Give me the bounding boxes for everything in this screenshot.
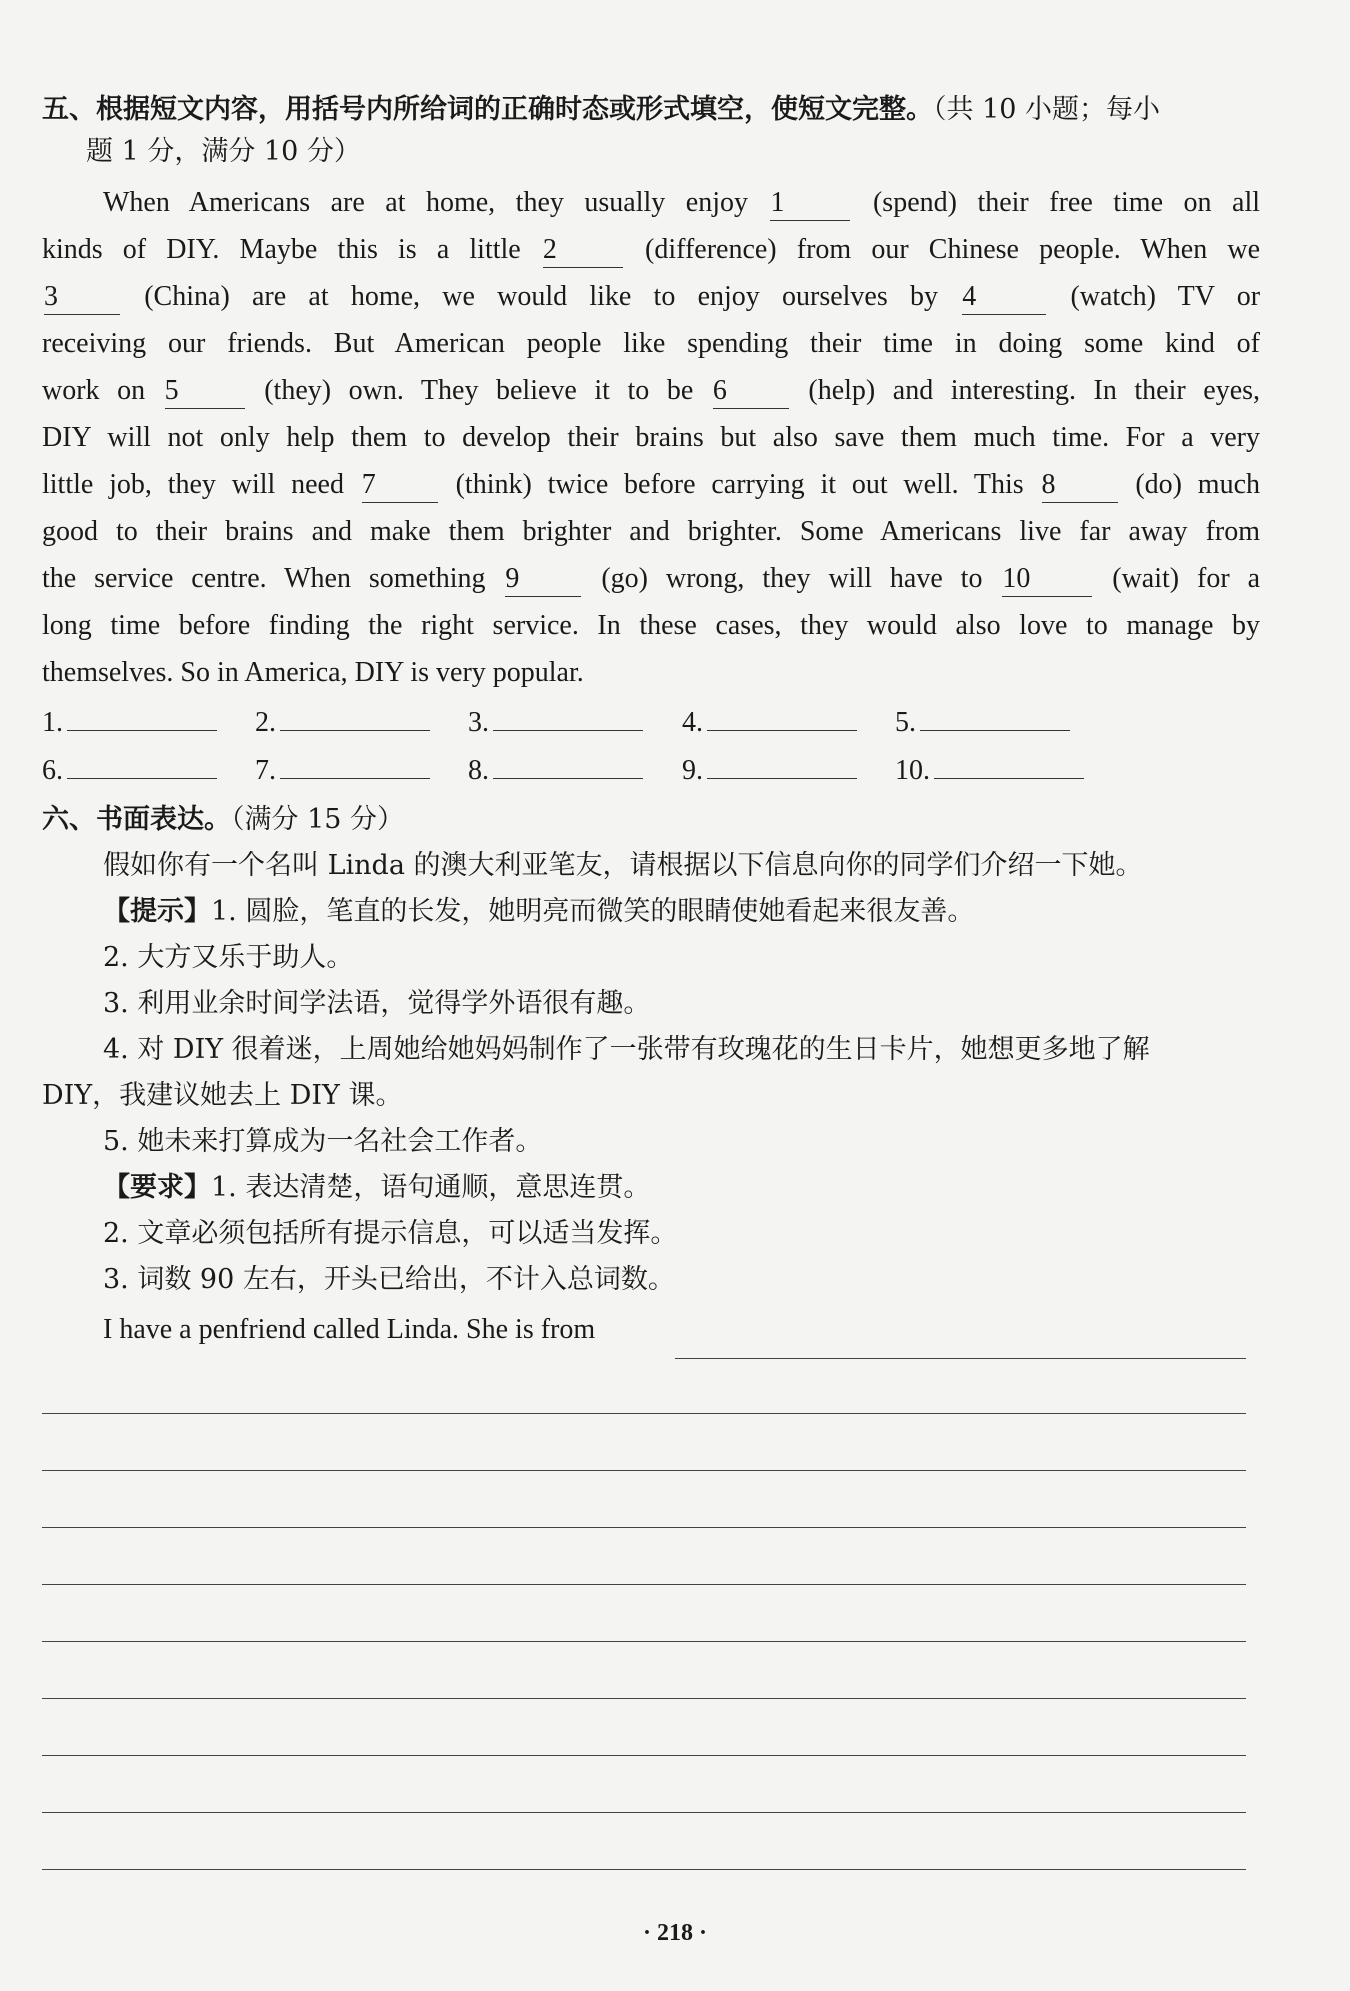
writing-line[interactable] (42, 1527, 1246, 1528)
passage-text: work on (42, 375, 146, 406)
answer-slot (895, 700, 1070, 745)
passage-line (42, 461, 1260, 508)
answer-blank[interactable] (707, 748, 857, 779)
answer-slot (255, 748, 430, 793)
blank-8[interactable]: 8 (1042, 468, 1118, 503)
passage-line (42, 555, 1260, 602)
answer-label: 7. (255, 755, 276, 786)
answer-blank[interactable] (493, 700, 643, 731)
writing-line[interactable] (42, 1584, 1246, 1585)
hint-line: 5. 她未来打算成为一名社会工作者。 (103, 1126, 543, 1157)
blank-5[interactable]: 5 (165, 374, 245, 409)
answer-blank[interactable] (493, 748, 643, 779)
requirement-text: 1. 表达清楚，语句通顺，意思连贯。 (211, 1172, 651, 1203)
writing-line[interactable] (42, 1641, 1246, 1642)
answer-slot (42, 748, 217, 793)
blank-7[interactable]: 7 (362, 468, 438, 503)
hint-line: 3. 利用业余时间学法语，觉得学外语很有趣。 (103, 988, 651, 1019)
answer-slot (255, 700, 430, 745)
answer-blank[interactable] (280, 748, 430, 779)
writing-line[interactable] (42, 1413, 1246, 1414)
blank-9[interactable]: 9 (505, 562, 581, 597)
answer-label: 10. (895, 755, 930, 786)
answer-blank[interactable] (280, 700, 430, 731)
writing-starter: I have a penfriend called Linda. She is from (103, 1314, 596, 1345)
passage-line (42, 226, 1260, 273)
hint-text: 1. 圆脸，笔直的长发，她明亮而微笑的眼睛使她看起来很友善。 (211, 896, 975, 927)
answer-blank[interactable] (934, 748, 1084, 779)
answer-row (42, 700, 1260, 744)
answer-label: 4. (682, 707, 703, 738)
passage-text: themselves. So in America, DIY is very popular. (42, 657, 584, 688)
answer-label: 1. (42, 707, 63, 738)
blank-10[interactable]: 10 (1002, 562, 1092, 597)
answer-blank[interactable] (707, 700, 857, 731)
answer-slot (42, 700, 217, 745)
answer-slot (468, 700, 643, 745)
hint-label: 【提示】 (103, 896, 211, 927)
writing-line[interactable] (675, 1358, 1246, 1359)
answer-label: 6. (42, 755, 63, 786)
writing-line[interactable] (42, 1869, 1246, 1870)
passage-text: (China) are at home, we would like to enjoy ourselves by (144, 281, 938, 312)
passage-text: (think) twice before carrying it out well. This (455, 469, 1024, 500)
section6-heading-text: 六、书面表达。 (42, 804, 231, 835)
requirement-line: 2. 文章必须包括所有提示信息，可以适当发挥。 (103, 1218, 678, 1249)
section5-heading (42, 88, 1262, 132)
passage-text: DIY will not only help them to develop their brains but also save them much time. For a very (42, 422, 1260, 453)
passage-line (42, 508, 1260, 555)
section6-heading-tail: （满分 15 分） (231, 804, 405, 835)
answer-label: 3. (468, 707, 489, 738)
answer-slot (468, 748, 643, 793)
passage-text: (watch) TV or (1070, 281, 1261, 312)
answer-slot (682, 700, 857, 745)
passage-text: receiving our friends. But American people like spending their time in doing some kind of (42, 328, 1260, 359)
writing-line[interactable] (42, 1698, 1246, 1699)
passage-text: When Americans are at home, they usually enjoy (103, 187, 748, 218)
passage-text: good to their brains and make them brighter and brighter. Some Americans live far away from (42, 516, 1260, 547)
passage-text: (do) much (1135, 469, 1261, 500)
writing-line[interactable] (42, 1470, 1246, 1471)
answer-blank[interactable] (920, 700, 1070, 731)
passage-line (42, 320, 1260, 367)
answer-blank[interactable] (67, 748, 217, 779)
blank-3[interactable]: 3 (44, 280, 120, 315)
passage-line (42, 649, 1260, 696)
passage-line (42, 367, 1260, 414)
blank-6[interactable]: 6 (713, 374, 789, 409)
blank-4[interactable]: 4 (962, 280, 1046, 315)
passage-text: (wait) for a (1112, 563, 1261, 594)
section5-heading-tail: （共 10 小题；每小 (933, 94, 1161, 125)
section5-heading-text: 五、根据短文内容，用括号内所给词的正确时态或形式填空，使短文完整。 (42, 94, 933, 125)
blank-1[interactable]: 1 (770, 186, 850, 221)
section5-heading-line2: 题 1 分，满分 10 分） (86, 136, 361, 167)
answer-slot (682, 748, 857, 793)
passage-text: little job, they will need (42, 469, 344, 500)
passage-text: (help) and interesting. In their eyes, (808, 375, 1261, 406)
answer-blank[interactable] (67, 700, 217, 731)
passage-line (42, 273, 1260, 320)
answer-label: 5. (895, 707, 916, 738)
hint-line: DIY，我建议她去上 DIY 课。 (42, 1080, 403, 1111)
passage-text: (they) own. They believe it to be (264, 375, 694, 406)
answer-row (42, 748, 1260, 792)
writing-intro: 假如你有一个名叫 Linda 的澳大利亚笔友，请根据以下信息向你的同学们介绍一下她。 (103, 850, 1143, 881)
answer-slot (895, 748, 1084, 793)
passage-line (42, 602, 1260, 649)
blank-2[interactable]: 2 (543, 233, 623, 268)
answer-label: 8. (468, 755, 489, 786)
passage-text: kinds of DIY. Maybe this is a little (42, 234, 521, 265)
hint-line: 2. 大方又乐于助人。 (103, 942, 354, 973)
requirement-label: 【要求】 (103, 1172, 211, 1203)
writing-line[interactable] (42, 1755, 1246, 1756)
passage-text: (go) wrong, they will have to (601, 563, 983, 594)
section6-heading (42, 798, 1262, 842)
passage-text: long time before finding the right service. In these cases, they would also love to manage by (42, 610, 1260, 641)
passage-text: (spend) their free time on all (872, 187, 1260, 218)
writing-line[interactable] (42, 1812, 1246, 1813)
passage-text: the service centre. When something (42, 563, 486, 594)
hint-line (103, 889, 1323, 935)
passage-line (42, 414, 1260, 461)
answer-label: 9. (682, 755, 703, 786)
page-number: · 218 · (642, 1920, 707, 1946)
requirement-line (103, 1165, 1323, 1211)
answer-label: 2. (255, 707, 276, 738)
passage-text: (difference) from our Chinese people. When we (645, 234, 1261, 265)
hint-line: 4. 对 DIY 很着迷，上周她给她妈妈制作了一张带有玫瑰花的生日卡片，她想更多地了解 (103, 1034, 1150, 1065)
passage-line (103, 179, 1260, 226)
requirement-line: 3. 词数 90 左右，开头已给出，不计入总词数。 (103, 1264, 675, 1295)
